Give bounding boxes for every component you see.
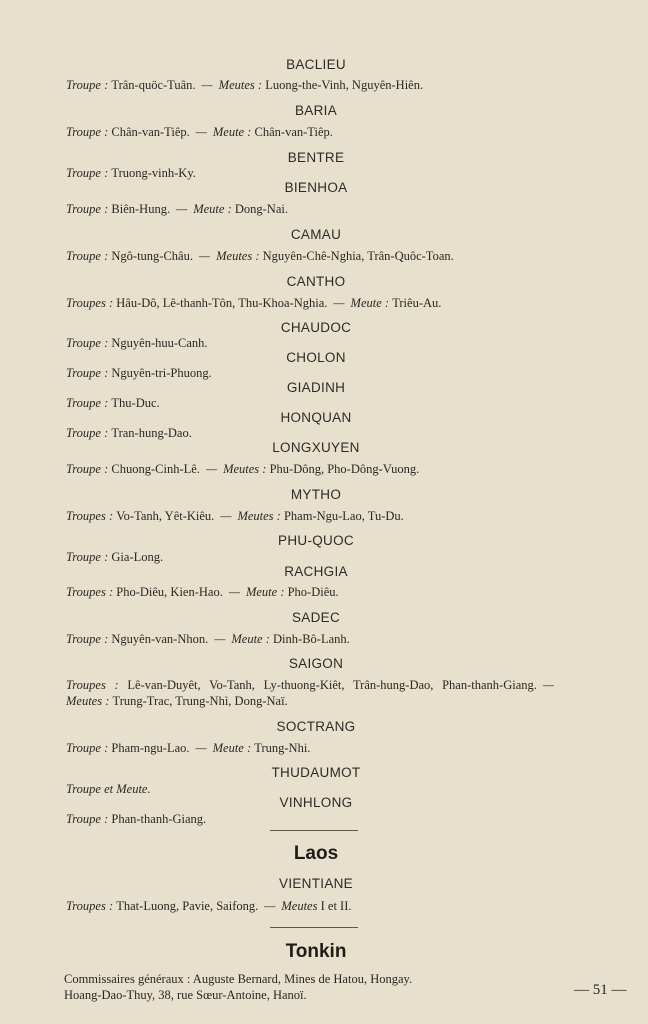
entry-label: Troupe et Meute. [66,782,151,796]
entry-line: Troupe : Nguyên-tri-Phuong. [66,366,212,380]
entry-label: Troupe [66,249,101,263]
entry-text-2: Triêu-Au. [392,296,442,310]
entry-label: Troupe [66,166,101,180]
city-heading: SAIGON [288,656,344,671]
city-heading: HONQUAN [280,410,352,425]
entry-text: Pham-ngu-Lao. [111,741,190,755]
entry-label: Troupe [66,462,101,476]
entry-label: Troupes [66,585,106,599]
entry-label: Troupe [66,366,101,380]
entry-label: Troupe [66,741,101,755]
city-heading: MYTHO [290,487,342,502]
entry-line: Troupe : Biên-Hung. — Meute : Dong-Nai. [66,202,288,216]
entry-text-2: Pham-Ngu-Lao, Tu-Du. [283,509,404,523]
entry-line: Troupe : Truong-vinh-Ky. [66,166,196,180]
entry-text: Chuong-Cinh-Lê. [111,462,200,476]
entry-line: Troupe : Nguyên-huu-Canh. [66,336,208,350]
entry-line: Troupes : Hâu-Dô, Lê-thanh-Tôn, Thu-Khoa-Nghia. — Meute : Triêu-Au. [66,296,442,310]
page-number: — 51 — [574,982,627,998]
city-heading: CANTHO [286,274,346,289]
city-heading: CHOLON [286,350,346,365]
entry-text: Ngô-tung-Châu. [111,249,193,263]
entry-label-2: Meutes [281,899,318,913]
entry-text: Thu-Duc. [111,396,160,410]
entry-label: Troupe [66,336,101,350]
city-heading: CAMAU [290,227,342,242]
entry-line: Troupe : Tran-hung-Dao. [66,426,192,440]
entry-text-2: Dinh-Bô-Lanh. [273,632,350,646]
entry-label-2: Meute [212,125,245,139]
entry-text: Chân-van-Tiêp. [111,125,190,139]
entry-text-2: Phu-Dông, Pho-Dông-Vuong. [269,462,420,476]
entry-label: Troupe [66,550,101,564]
entry-label-2: Meutes [223,462,260,476]
section-divider [270,927,358,928]
city-heading: BACLIEU [286,57,346,72]
entry-label: Troupes [66,678,106,692]
entry-line: Troupe : Chuong-Cinh-Lê. — Meutes : Phu-Dông, Pho-Dông-Vuong. [66,462,420,476]
entry-text: Nguyên-huu-Canh. [111,336,208,350]
entry-text-2: Trung-Trac, Trung-Nhì, Dong-Naï. [112,694,288,708]
city-heading: THUDAUMOT [271,765,361,780]
entry-label-2: Meutes [237,509,274,523]
city-heading: GIADINH [286,380,346,395]
entry-label-2: Meute [193,202,225,216]
entry-text-2: Nguyên-Chê-Nghia, Trân-Quôc-Toan. [262,249,454,263]
city-heading: BENTRE [287,150,345,165]
tonkin-line-2: Hoang-Dao-Thuy, 38, rue Sœur-Antoine, Hanoï. [64,988,307,1002]
entry-line: Troupe : Trân-quöc-Tuân. — Meutes : Luong-the-Vinh, Nguyên-Hiên. [66,78,424,92]
tonkin-commissioners [64,971,564,1003]
city-heading: BIENHOA [284,180,348,195]
entry-label: Troupes [66,296,106,310]
entry-text-2: Trung-Nhi. [254,741,311,755]
entry-line: Troupe : Nguyên-van-Nhon. — Meute : Dinh-Bô-Lanh. [66,632,350,646]
city-heading: VINHLONG [279,795,353,810]
entry-text: Biên-Hung. [111,202,171,216]
entry-text-2: Luong-the-Vinh, Nguyên-Hiên. [265,78,424,92]
entry-text: Truong-vinh-Ky. [111,166,196,180]
entry-text: Pho-Diêu, Kien-Hao. [116,585,223,599]
entry-text: Lê-van-Duyêt, Vo-Tanh, Ly-thuong-Kiêt, Trân-hung-Dao, Phan-thanh-Giang. [127,678,537,692]
city-heading: CHAUDOC [280,320,352,335]
entry-line: Troupe : Ngô-tung-Châu. — Meutes : Nguyên-Chê-Nghia, Trân-Quôc-Toan. [66,249,454,263]
entry-label: Troupe [66,426,101,440]
entry-line: Troupe : Chân-van-Tiêp. — Meute : Chân-van-Tiêp. [66,125,333,139]
entry-label-2: Meutes [218,78,255,92]
entry-text: Trân-quöc-Tuân. [111,78,196,92]
entry-label: Troupe [66,632,101,646]
entry-text-2: Dong-Nai. [234,202,288,216]
entry-text: That-Luong, Pavie, Saifong. [116,899,259,913]
entry-line: Troupe : Phan-thanh-Giang. [66,812,207,826]
city-heading: SOCTRANG [276,719,356,734]
entry-label-2: Meutes [66,694,103,708]
entry-line: Troupe : Gia-Long. [66,550,164,564]
entry-paragraph: Troupes : Lê-van-Duyêt, Vo-Tanh, Ly-thuong-Kiêt, Trân-hung-Dao, Phan-thanh-Giang. —Meutes : Trung-Trac, Trung-Nhì, Dong-Naï. [66,678,554,708]
city-heading: LONGXUYEN [272,440,360,455]
entry-text: Gia-Long. [111,550,164,564]
entry-line: Troupes : Vo-Tanh, Yêt-Kiêu. — Meutes : Pham-Ngu-Lao, Tu-Du. [66,509,404,523]
section-divider [270,830,358,831]
entry-label: Troupe [66,812,101,826]
entry-text: Tran-hung-Dao. [111,426,192,440]
city-heading: BARIA [294,103,337,118]
entry-label-2: Meute [245,585,278,599]
city-heading: RACHGIA [284,564,348,579]
entry-line: Troupes : That-Luong, Pavie, Saifong. — Meutes I et II. [66,899,352,913]
entry-label: Troupe [66,78,101,92]
city-heading: VIENTIANE [279,876,353,891]
city-heading: SADEC [291,610,340,625]
entry-label: Troupes [66,509,106,523]
entry-label-2: Meute [350,296,382,310]
entry-text: Hâu-Dô, Lê-thanh-Tôn, Thu-Khoa-Nghia. [116,296,328,310]
entry-text-2: Pho-Diêu. [287,585,339,599]
entry-label: Troupes [66,899,106,913]
entry-text-2: I et II. [320,899,352,913]
entry-text: Phan-thanh-Giang. [111,812,207,826]
entry-line: Troupe : Pham-ngu-Lao. — Meute : Trung-Nhi. [66,741,311,755]
city-heading: PHU-QUOC [278,533,354,548]
entry-text: Nguyên-tri-Phuong. [111,366,212,380]
region-heading-tonkin: Tonkin [285,941,347,962]
entry-label: Troupe [66,202,101,216]
entry-label: Troupe [66,396,101,410]
entry-text: Nguyên-van-Nhon. [111,632,209,646]
entry-label-2: Meute [231,632,263,646]
entry-line: Troupes : Pho-Diêu, Kien-Hao. — Meute : Pho-Diêu. [66,585,339,599]
entry-label-2: Meutes [216,249,253,263]
entry-text-2: Chân-van-Tiêp. [254,125,333,139]
region-heading-laos: Laos [293,843,339,864]
entry-line: Troupe : Thu-Duc. [66,396,160,410]
entry-text: Vo-Tanh, Yêt-Kiêu. [116,509,215,523]
entry-label-2: Meute [212,741,244,755]
entry-label: Troupe [66,125,101,139]
tonkin-line-1: Commissaires généraux : Auguste Bernard, Mines de Hatou, Hongay. [64,972,413,986]
